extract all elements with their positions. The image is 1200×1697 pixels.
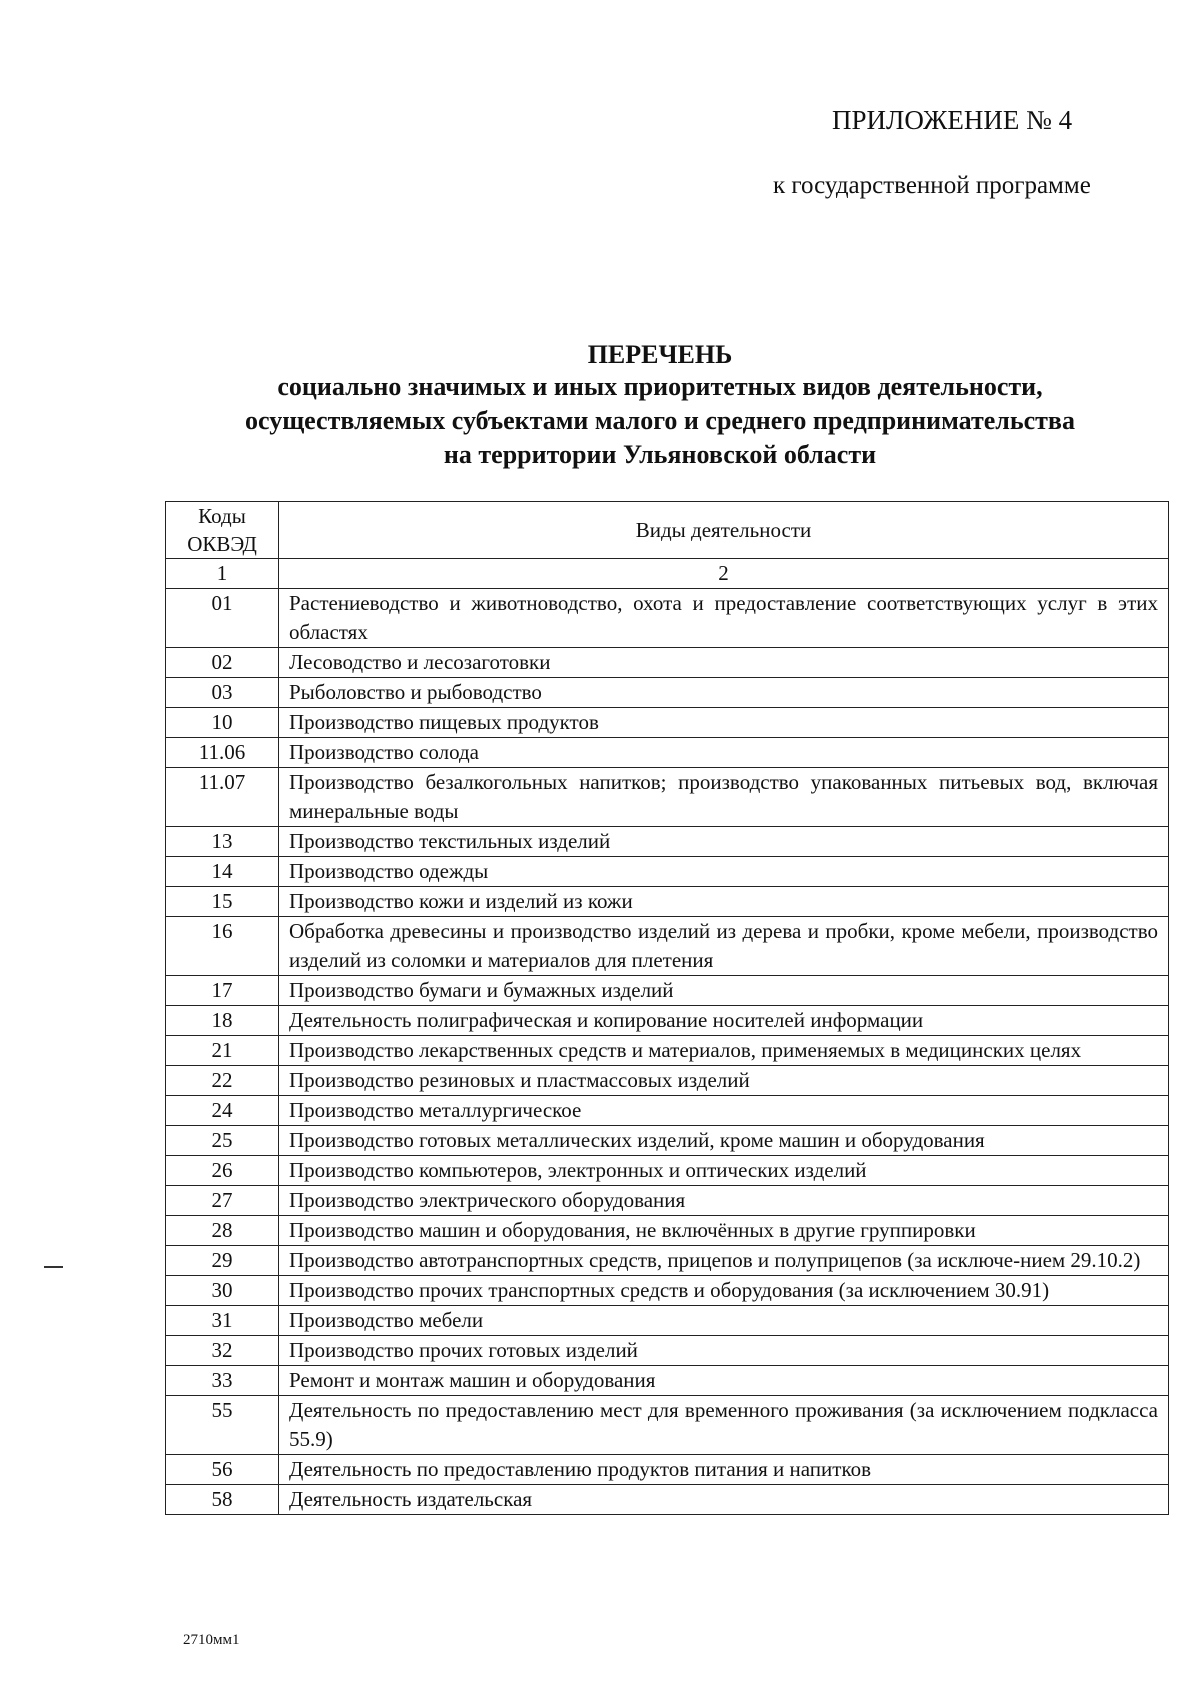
okved-code-cell: 10	[166, 708, 279, 738]
activity-cell: Производство одежды	[279, 857, 1169, 887]
activity-column-header: Виды деятельности	[279, 502, 1169, 559]
table-row	[166, 1096, 1169, 1126]
okved-code-cell: 15	[166, 887, 279, 917]
margin-dash-mark	[44, 1266, 63, 1268]
okved-code-cell: 32	[166, 1336, 279, 1366]
table-row	[166, 589, 1169, 648]
activity-cell: Деятельность издательская	[279, 1485, 1169, 1515]
okved-code-cell: 28	[166, 1216, 279, 1246]
table-row	[166, 1246, 1169, 1276]
activity-cell: Производство текстильных изделий	[279, 827, 1169, 857]
activity-cell: Производство автотранспортных средств, прицепов и полуприцепов (за исключе-нием 29.10.2)	[279, 1246, 1169, 1276]
okved-code-cell: 21	[166, 1036, 279, 1066]
table-row	[166, 887, 1169, 917]
activity-cell: Производство металлургическое	[279, 1096, 1169, 1126]
okved-code-cell: 01	[166, 589, 279, 648]
table-row	[166, 1216, 1169, 1246]
okved-code-cell: 58	[166, 1485, 279, 1515]
okved-code-column-header: Коды ОКВЭД	[166, 502, 279, 559]
table-row	[166, 678, 1169, 708]
okved-table-body	[166, 589, 1169, 1515]
table-row	[166, 708, 1169, 738]
activity-cell: Производство резиновых и пластмассовых изделий	[279, 1066, 1169, 1096]
activity-cell: Деятельность полиграфическая и копирование носителей информации	[279, 1006, 1169, 1036]
document-code: 2710мм1	[183, 1632, 240, 1648]
table-row	[166, 917, 1169, 976]
okved-code-cell: 24	[166, 1096, 279, 1126]
table-header-row	[166, 502, 1169, 559]
activity-cell: Рыболовство и рыбоводство	[279, 678, 1169, 708]
okved-code-cell: 14	[166, 857, 279, 887]
table-row	[166, 1156, 1169, 1186]
activity-cell: Растениеводство и животноводство, охота и предоставление соответствующих услуг в этих областях	[279, 589, 1169, 648]
okved-code-cell: 22	[166, 1066, 279, 1096]
activity-cell: Производство машин и оборудования, не включённых в другие группировки	[279, 1216, 1169, 1246]
okved-code-cell: 55	[166, 1396, 279, 1455]
okved-code-cell: 31	[166, 1306, 279, 1336]
activity-cell: Производство безалкогольных напитков; производство упакованных питьевых вод, включая минеральные воды	[279, 768, 1169, 827]
column-number-2: 2	[279, 559, 1169, 589]
activity-cell: Производство прочих транспортных средств и оборудования (за исключением 30.91)	[279, 1276, 1169, 1306]
table-row	[166, 768, 1169, 827]
okved-code-cell: 17	[166, 976, 279, 1006]
activity-cell: Деятельность по предоставлению мест для временного проживания (за исключением подкласса 55.9)	[279, 1396, 1169, 1455]
document-heading-line-3: на территории Ульяновской области	[443, 440, 877, 469]
table-row	[166, 1396, 1169, 1455]
table-row	[166, 1336, 1169, 1366]
table-row	[166, 1036, 1169, 1066]
activity-cell: Производство мебели	[279, 1306, 1169, 1336]
activity-cell: Производство прочих готовых изделий	[279, 1336, 1169, 1366]
activity-cell: Деятельность по предоставлению продуктов питания и напитков	[279, 1455, 1169, 1485]
table-row	[166, 1276, 1169, 1306]
okved-code-cell: 11.07	[166, 768, 279, 827]
table-row	[166, 1455, 1169, 1485]
table-row	[166, 1186, 1169, 1216]
okved-code-cell: 26	[166, 1156, 279, 1186]
activity-cell: Лесоводство и лесозаготовки	[279, 648, 1169, 678]
activity-cell: Производство кожи и изделий из кожи	[279, 887, 1169, 917]
table-row	[166, 1485, 1169, 1515]
table-row	[166, 1366, 1169, 1396]
activity-cell: Производство готовых металлических изделий, кроме машин и оборудования	[279, 1126, 1169, 1156]
table-row	[166, 827, 1169, 857]
table-row	[166, 738, 1169, 768]
table-row	[166, 1306, 1169, 1336]
table-row	[166, 857, 1169, 887]
activity-cell: Производство лекарственных средств и материалов, применяемых в медицинских целях	[279, 1036, 1169, 1066]
table-row	[166, 1066, 1169, 1096]
column-number-1: 1	[166, 559, 279, 589]
okved-code-cell: 30	[166, 1276, 279, 1306]
okved-code-cell: 11.06	[166, 738, 279, 768]
okved-code-cell: 02	[166, 648, 279, 678]
activity-cell: Производство компьютеров, электронных и оптических изделий	[279, 1156, 1169, 1186]
table-row	[166, 976, 1169, 1006]
document-heading-line-1: социально значимых и иных приоритетных видов деятельности,	[277, 372, 1043, 401]
table-row	[166, 1006, 1169, 1036]
activity-cell: Ремонт и монтаж машин и оборудования	[279, 1366, 1169, 1396]
table-row	[166, 648, 1169, 678]
activity-cell: Производство солода	[279, 738, 1169, 768]
okved-table	[165, 501, 1169, 1515]
okved-code-cell: 16	[166, 917, 279, 976]
document-heading-line-2: осуществляемых субъектами малого и среднего предпринимательства	[245, 406, 1075, 435]
activity-cell: Обработка древесины и производство изделий из дерева и пробки, кроме мебели, производство изделий из соломки и материалов для плетения	[279, 917, 1169, 976]
activity-cell: Производство электрического оборудования	[279, 1186, 1169, 1216]
document-title: ПЕРЕЧЕНЬ	[587, 340, 733, 369]
okved-code-cell: 18	[166, 1006, 279, 1036]
okved-code-cell: 56	[166, 1455, 279, 1485]
okved-code-cell: 27	[166, 1186, 279, 1216]
activity-cell: Производство пищевых продуктов	[279, 708, 1169, 738]
okved-code-cell: 13	[166, 827, 279, 857]
activity-cell: Производство бумаги и бумажных изделий	[279, 976, 1169, 1006]
okved-code-cell: 25	[166, 1126, 279, 1156]
okved-code-cell: 29	[166, 1246, 279, 1276]
column-number-row	[166, 559, 1169, 589]
appendix-subtitle: к государственной программе	[773, 172, 1091, 199]
okved-code-cell: 33	[166, 1366, 279, 1396]
appendix-title: ПРИЛОЖЕНИЕ № 4	[832, 105, 1073, 135]
okved-code-cell: 03	[166, 678, 279, 708]
table-row	[166, 1126, 1169, 1156]
